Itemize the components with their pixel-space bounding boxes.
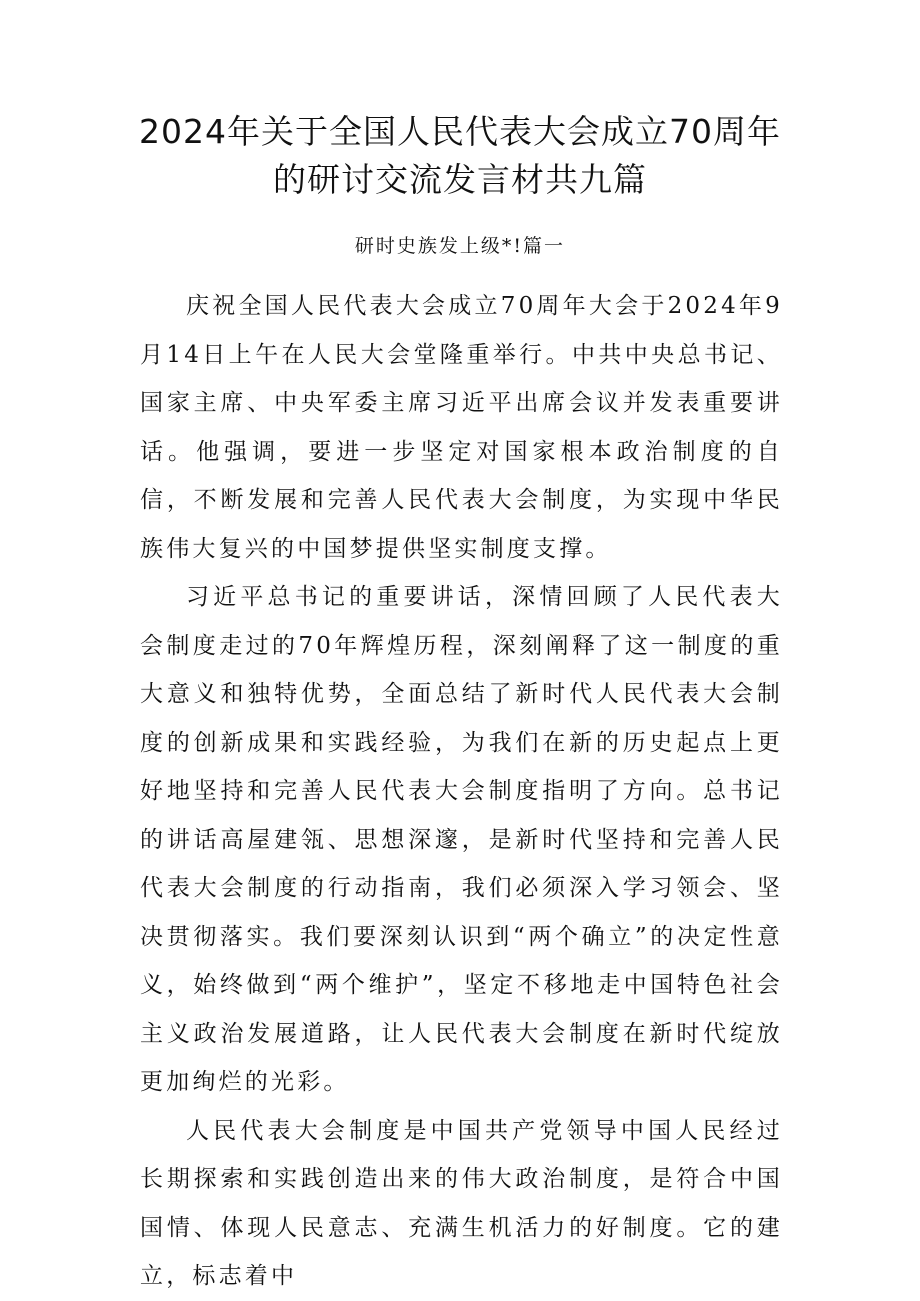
document-title-line-1: 2024年关于全国人民代表大会成立70周年 [139,112,781,151]
document-title-line-2: 的研讨交流发言材共九篇 [273,160,647,199]
paragraph-3: 人民代表大会制度是中国共产党领导中国人民经过长期探索和实践创造出来的伟大政治制度，是符合中国国情、体现人民意志、充满生机活力的好制度。它的建立，标志着中 [140,1117,783,1289]
document-body [140,282,783,1301]
document-subtitle: 研时史族发上级*!篇一 [354,235,566,257]
paragraph-2: 习近平总书记的重要讲话，深情回顾了人民代表大会制度走过的70年辉煌历程，深刻阐释了这一制度的重大意义和独特优势，全面总结了新时代人民代表大会制度的创新成果和实践经验，为我们在新的历史起点上更好地坚持和完善人民代表大会制度指明了方向。总书记的讲话高屋建瓴、思想深邃，是新时代坚持和完善人民代表大会制度的行动指南，我们必须深入学习领会、坚决贯彻落实。我们要深刻认识到“两个确立”的决定性意义，始终做到“两个维护”，坚定不移地走中国特色社会主义政治发展道路，让人民代表大会制度在新时代绽放更加绚烂的光彩。 [140,584,783,1095]
paragraph-1: 庆祝全国人民代表大会成立70周年大会于2024年9月14日上午在人民大会堂隆重举行。中共中央总书记、国家主席、中央军委主席习近平出席会议并发表重要讲话。他强调，要进一步坚定对国家根本政治制度的自信，不断发展和完善人民代表大会制度，为实现中华民族伟大复兴的中国梦提供坚实制度支撑。 [140,293,783,562]
